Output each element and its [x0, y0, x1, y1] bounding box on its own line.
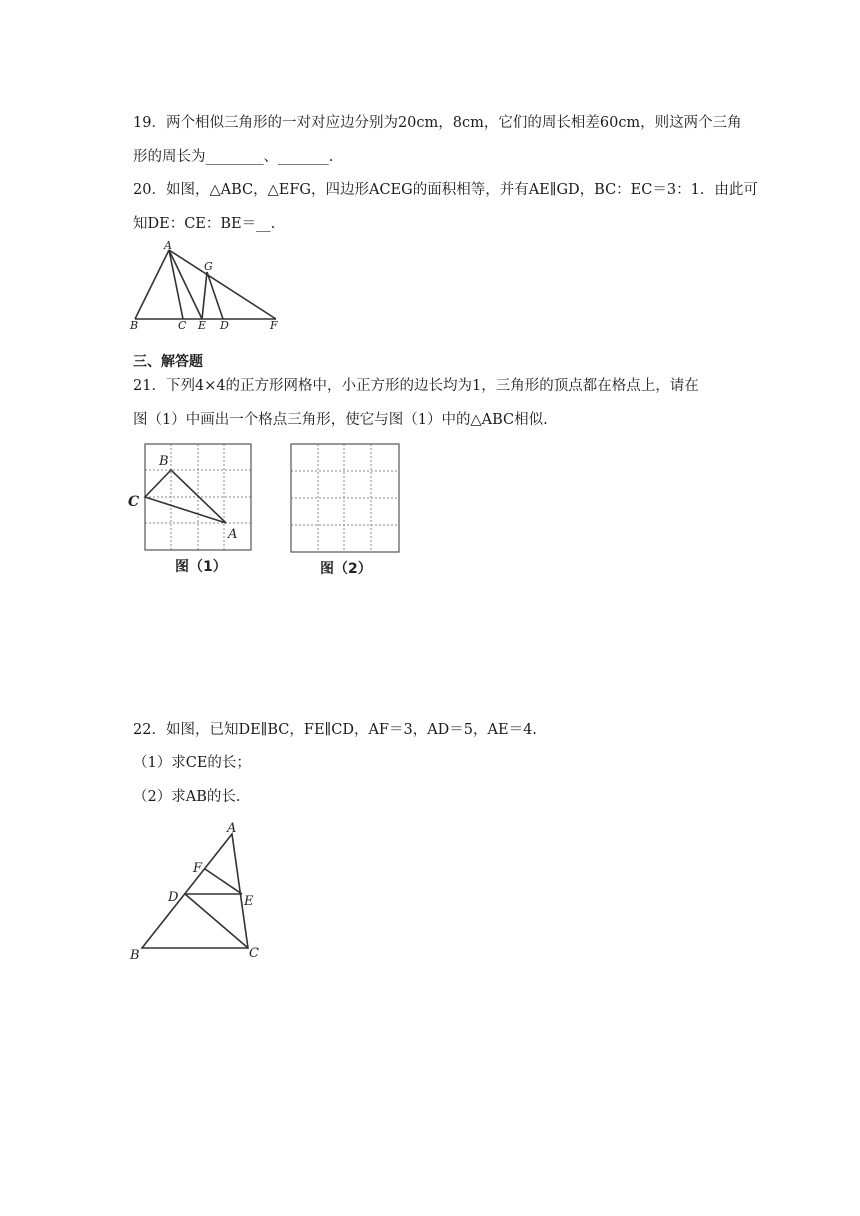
q20-label-A: A — [164, 239, 172, 252]
q22-label-E: E — [244, 894, 254, 909]
q22-label-B: B — [130, 948, 140, 963]
q20-figure — [125, 238, 295, 338]
q22-label-F: F — [193, 861, 203, 876]
q21-caption-2: 图（2） — [320, 561, 372, 577]
q20-label-G: G — [204, 260, 213, 273]
q21-label-A: A — [228, 527, 238, 542]
q22-part1: （1）求CE的长； — [133, 755, 251, 771]
q21-caption-1: 图（1） — [175, 559, 227, 575]
q21-line2: 图（1）中画出一个格点三角形，使它与图（1）中的△ABC相似. — [133, 412, 548, 428]
q22-figure — [125, 815, 275, 965]
q20-label-F: F — [270, 319, 278, 332]
q22-line1: 22．如图，已知DE∥BC，FE∥CD，AF＝3，AD＝5，AE＝4. — [133, 722, 537, 738]
q20-label-C: C — [178, 319, 187, 332]
q21-figures — [125, 438, 425, 583]
q20-line1: 20．如图，△ABC，△EFG，四边形ACEG的面积相等，并有AE∥GD，BC：EC＝3：1．由此可 — [133, 182, 758, 198]
q22-part2: （2）求AB的长. — [133, 789, 241, 805]
q19-line1: 19．两个相似三角形的一对对应边分别为20cm，8cm，它们的周长相差60cm，则这两个三角 — [133, 115, 742, 131]
q20-label-B: B — [130, 319, 139, 332]
q20-label-D: D — [220, 319, 229, 332]
q22-label-C: C — [249, 946, 259, 961]
q20-label-E: E — [198, 319, 207, 332]
q21-label-C: C — [128, 494, 140, 510]
q22-label-A: A — [227, 821, 237, 836]
q21-line1: 21．下列4×4的正方形网格中，小正方形的边长均为1，三角形的顶点都在格点上，请在 — [133, 378, 699, 394]
section-title: 三、解答题 — [133, 354, 203, 370]
grid-2 — [291, 444, 399, 552]
q21-label-B: B — [159, 454, 169, 469]
q20-line2: 知DE：CE：BE＝__. — [133, 216, 276, 232]
q22-label-D: D — [168, 890, 179, 905]
q19-line2: 形的周长为________、_______. — [133, 149, 334, 165]
